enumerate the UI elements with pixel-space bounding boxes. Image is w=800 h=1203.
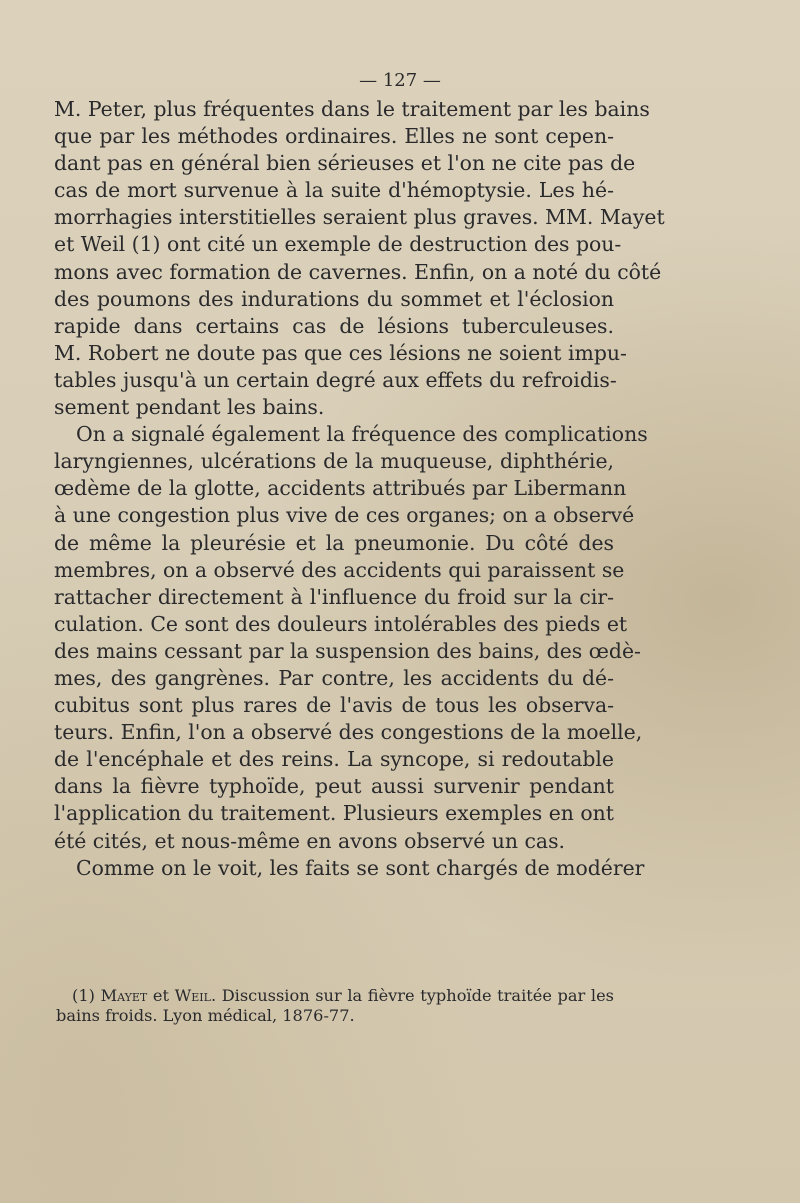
text-line: des poumons des indurations du sommet et l'éclosion [54,286,614,311]
footnote-line [56,986,614,1006]
footnote-line: bains froids. Lyon médical, 1876-77. [56,1006,355,1025]
text-line: à une congestion plus vive de ces organes; on a observé [54,503,635,528]
footnote-author: Mayet [100,986,148,1005]
text-line: membres, on a observé des accidents qui paraissent se [54,557,625,582]
text-line: On a signalé également la fréquence des complications [76,422,648,447]
text-line: culation. Ce sont des douleurs intolérables des pieds et [54,611,628,636]
footnote-conjunction: et [152,986,169,1005]
text-line: dans la fièvre typhoïde, peut aussi survenir pendant [54,774,614,799]
text-line: l'application du traitement. Plusieurs exemples en ont [54,801,614,826]
text-line: cubitus sont plus rares de l'avis de tous les observa- [54,693,614,718]
text-line: teurs. Enfin, l'on a observé des congestions de la moelle, [54,720,643,745]
text-line: sement pendant les bains. [54,395,325,420]
text-line: mes, des gangrènes. Par contre, les accidents du dé- [54,665,614,690]
text-line: M. Peter, plus fréquentes dans le traitement par les bains [54,97,650,121]
text-line: de l'encéphale et des reins. La syncope, si redoutable [54,747,614,772]
footnote-text: . Discussion sur la fièvre typhoïde traitée par les [210,986,614,1005]
text-line: et Weil (1) ont cité un exemple de destruction des pou- [54,232,622,257]
text-line: des mains cessant par la suspension des bains, des œdè- [54,638,641,663]
text-line: M. Robert ne doute pas que ces lésions ne soient impu- [54,340,627,365]
text-line: tables jusqu'à un certain degré aux effets du refroidis- [54,367,617,392]
main-text [54,96,665,882]
text-line: rapide dans certains cas de lésions tuberculeuses. [54,313,614,338]
text-line: que par les méthodes ordinaires. Elles ne sont cepen- [54,124,614,149]
text-line: laryngiennes, ulcérations de la muqueuse, diphthérie, [54,449,614,474]
text-line: œdème de la glotte, accidents attribués par Libermann [54,476,627,501]
text-line: morrhagies interstitielles seraient plus graves. MM. Mayet [54,205,665,230]
text-line: mons avec formation de cavernes. Enfin, on a noté du côté [54,259,662,284]
text-line: été cités, et nous-même en avons observé un cas. [54,828,566,853]
text-line: Comme on le voit, les faits se sont chargés de modérer [76,855,645,880]
text-line: cas de mort survenue à la suite d'hémoptysie. Les hé- [54,178,614,203]
footnote-marker: (1) [72,986,95,1005]
text-line: de même la pleurésie et la pneumonie. Du côté des [54,530,614,555]
footnote-author: Weil [174,986,211,1005]
page-number: — 127 — [359,70,441,91]
text-line: dant pas en général bien sérieuses et l'on ne cite pas de [54,151,636,176]
text-line: rattacher directement à l'influence du froid sur la cir- [54,584,614,609]
footnote [56,986,614,1026]
